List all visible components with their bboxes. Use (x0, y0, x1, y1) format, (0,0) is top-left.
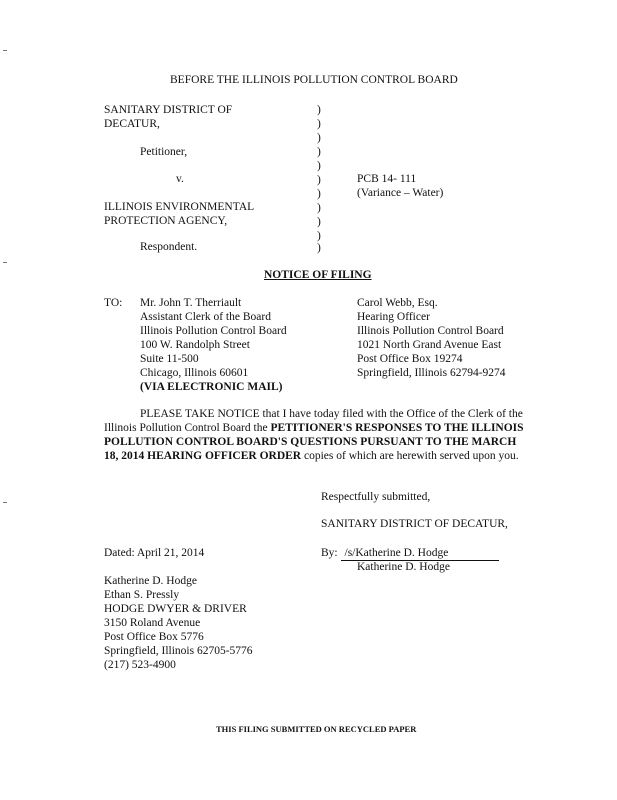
respondent-role: Respondent. (140, 241, 198, 253)
addressee-left-name: Mr. John T. Therriault (140, 297, 242, 309)
addressee-left-via: (VIA ELECTRONIC MAIL) (140, 381, 283, 393)
counsel-street: 3150 Roland Avenue (104, 617, 201, 629)
respondent-name-line1: ILLINOIS ENVIRONMENTAL (104, 201, 255, 213)
petitioner-role: Petitioner, (140, 146, 188, 158)
addressee-right-title: Hearing Officer (357, 311, 430, 323)
counsel-name-2: Ethan S. Pressly (104, 589, 180, 601)
caption-paren: ) (317, 242, 321, 254)
case-type: (Variance – Water) (357, 187, 444, 199)
notice-heading: NOTICE OF FILING (264, 269, 372, 281)
scan-mark (3, 502, 7, 503)
caption-paren: ) (317, 230, 321, 242)
signature-underline (341, 546, 499, 561)
addressee-left-street: 100 W. Randolph Street (140, 339, 250, 351)
addressee-left-title: Assistant Clerk of the Board (140, 311, 271, 323)
caption-paren: ) (317, 146, 321, 158)
counsel-phone: (217) 523-4900 (104, 659, 176, 671)
signature-text: /s/Katherine D. Hodge (344, 547, 449, 559)
counsel-city: Springfield, Illinois 62705-5776 (104, 645, 253, 657)
addressee-left-suite: Suite 11-500 (140, 353, 199, 365)
signer-name: Katherine D. Hodge (357, 561, 450, 573)
addressee-right-city: Springfield, Illinois 62794-9274 (357, 367, 506, 379)
petitioner-name-line2: DECATUR, (104, 118, 160, 130)
board-title: BEFORE THE ILLINOIS POLLUTION CONTROL BOARD (170, 74, 458, 86)
counsel-firm: HODGE DWYER & DRIVER (104, 603, 247, 615)
caption-paren: ) (317, 202, 321, 214)
counsel-box: Post Office Box 5776 (104, 631, 204, 643)
caption-paren: ) (317, 216, 321, 228)
addressee-right-name: Carol Webb, Esq. (357, 297, 438, 309)
recycled-paper-footer: THIS FILING SUBMITTED ON RECYCLED PAPER (216, 724, 417, 734)
caption-paren: ) (317, 174, 321, 186)
addressee-right-street: 1021 North Grand Avenue East (357, 339, 502, 351)
by-label: By: (321, 547, 338, 559)
addressee-right-org: Illinois Pollution Control Board (357, 325, 504, 337)
scan-mark (3, 50, 7, 51)
respondent-name-line2: PROTECTION AGENCY, (104, 215, 228, 227)
counsel-name-1: Katherine D. Hodge (104, 575, 197, 587)
caption-paren: ) (317, 188, 321, 200)
scan-mark (3, 262, 7, 263)
versus: v. (176, 173, 184, 185)
date-line: Dated: April 21, 2014 (104, 547, 205, 559)
caption-paren: ) (317, 132, 321, 144)
notice-body-paragraph (104, 407, 524, 463)
case-number: PCB 14- 111 (357, 173, 417, 185)
addressee-right-box: Post Office Box 19274 (357, 353, 463, 365)
addressee-left-city: Chicago, Illinois 60601 (140, 367, 249, 379)
caption-paren: ) (317, 118, 321, 130)
addressee-left-org: Illinois Pollution Control Board (140, 325, 287, 337)
closing: Respectfully submitted, (321, 491, 431, 503)
petitioner-name-line1: SANITARY DISTRICT OF (104, 104, 233, 116)
caption-paren: ) (317, 104, 321, 116)
signature-line (321, 546, 499, 561)
body-intro: PLEASE TAKE NOTICE that I have today filed with the Office of the Clerk of the Illinois Pollution Control Board the (104, 408, 523, 434)
to-label: TO: (104, 297, 123, 309)
caption-paren: ) (317, 160, 321, 172)
signing-entity: SANITARY DISTRICT OF DECATUR, (321, 518, 508, 530)
body-outro: copies of which are herewith served upon you. (301, 450, 519, 462)
body-document-title: PETITIONER'S RESPONSES TO THE ILLINOIS POLLUTION CONTROL BOARD'S QUESTIONS PURSUANT TO THE MARCH 18, 2014 HEARING OFFICER ORDER (104, 422, 524, 462)
